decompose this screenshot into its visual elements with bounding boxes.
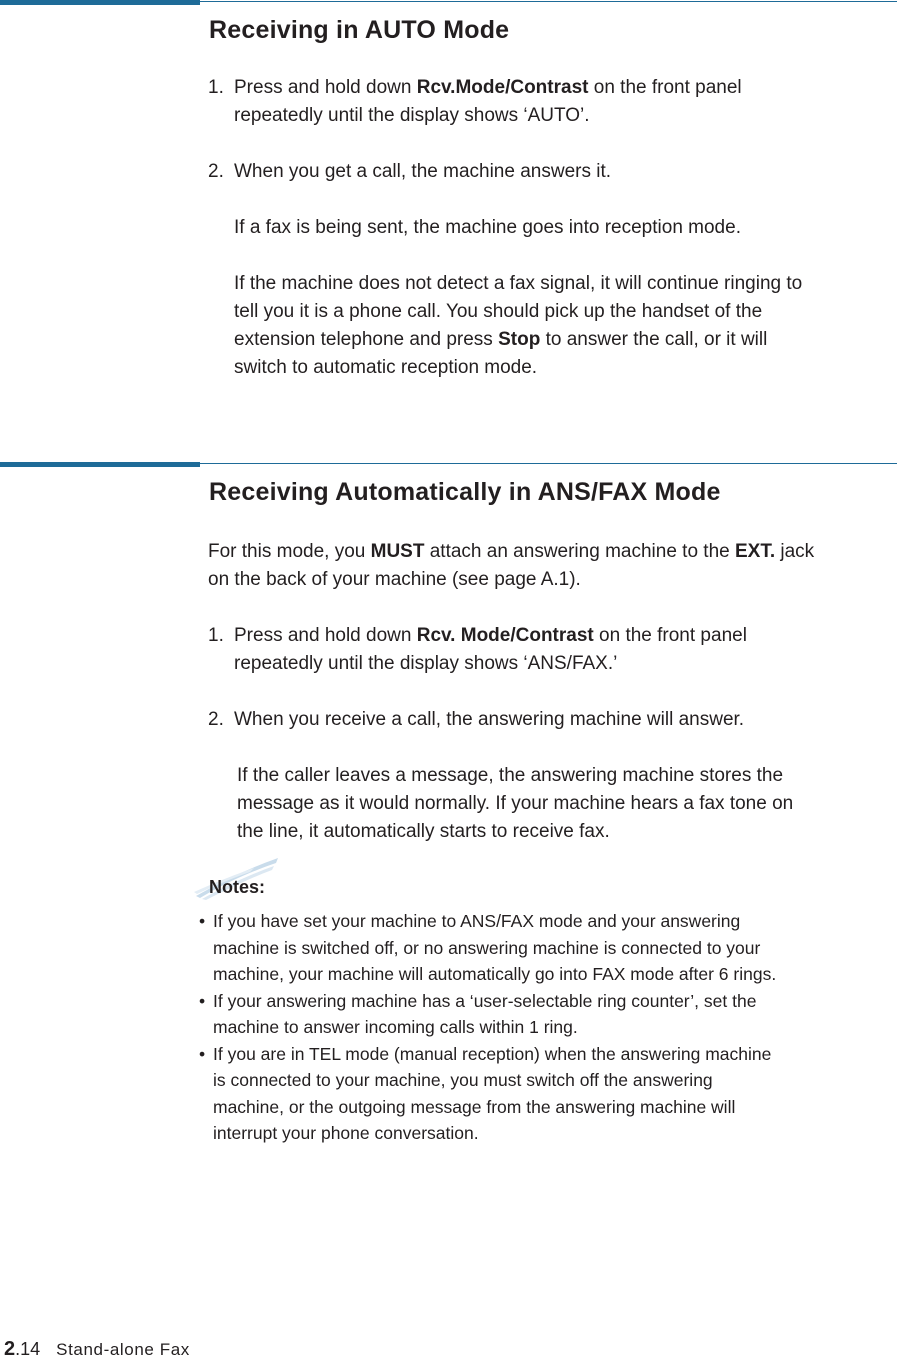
notes-title: Notes: bbox=[209, 877, 266, 897]
note-line: machine is switched off, or no answering machine is connected to your bbox=[213, 937, 761, 958]
key-name-rcv-mode-contrast: Rcv. Mode/Contrast bbox=[416, 625, 594, 646]
step-number: 2. bbox=[208, 161, 224, 182]
note-line: machine, your machine will automatically go into FAX mode after 6 rings. bbox=[213, 964, 777, 984]
ansfax-para-caller bbox=[208, 762, 893, 846]
note-line: If you are in TEL mode (manual reception) when the answering machine bbox=[213, 1043, 772, 1064]
step-text: When you receive a call, the answering machine will answer. bbox=[234, 709, 745, 730]
note-line: is connected to your machine, you must switch off the answering bbox=[213, 1070, 713, 1090]
page-chapter-number: 2 bbox=[4, 1338, 16, 1360]
note-item bbox=[199, 988, 893, 1041]
note-line: machine, or the outgoing message from the answering machine will bbox=[213, 1096, 736, 1117]
note-item bbox=[199, 1041, 893, 1147]
divider-thick-bar bbox=[0, 462, 200, 467]
step-text-pre: Press and hold down bbox=[234, 77, 417, 98]
ansfax-step-2 bbox=[208, 706, 893, 734]
para-line-post: to answer the call, or it will bbox=[540, 329, 768, 350]
auto-para-no-fax-signal bbox=[208, 270, 893, 382]
auto-step-1 bbox=[208, 74, 893, 130]
bullet-icon: • bbox=[199, 990, 206, 1011]
section-auto-body bbox=[208, 74, 893, 382]
intro-mid: attach an answering machine to the bbox=[424, 541, 735, 562]
jack-name-ext: EXT. bbox=[734, 541, 776, 562]
note-line: interrupt your phone conversation. bbox=[213, 1123, 479, 1143]
para-line: tell you it is a phone call. You should pick up the handset of the bbox=[234, 301, 763, 322]
intro-post: jack bbox=[775, 541, 815, 562]
step-text-line2: repeatedly until the display shows ‘ANS/FAX.’ bbox=[234, 653, 618, 674]
para-line-pre: extension telephone and press bbox=[234, 329, 499, 350]
step-text-line2: repeatedly until the display shows ‘AUTO’. bbox=[234, 105, 590, 126]
step-text-pre: Press and hold down bbox=[234, 625, 417, 646]
step-text bbox=[234, 74, 893, 130]
page-sub-number: .14 bbox=[15, 1339, 41, 1359]
footer-section-title: Stand-alone Fax bbox=[56, 1340, 190, 1359]
key-name-stop: Stop bbox=[498, 329, 541, 350]
notes-list bbox=[199, 908, 893, 1147]
note-text bbox=[213, 988, 893, 1041]
ansfax-intro bbox=[208, 538, 893, 594]
note-text bbox=[213, 1041, 893, 1147]
note-text bbox=[213, 908, 893, 988]
step-text: When you get a call, the machine answers it. bbox=[234, 161, 612, 182]
emphasis-must: MUST bbox=[370, 541, 425, 562]
step-text bbox=[234, 622, 893, 678]
bullet-icon: • bbox=[199, 911, 206, 931]
heading-receiving-ansfax: Receiving Automatically in ANS/FAX Mode bbox=[209, 478, 721, 506]
para-line: message as it would normally. If your machine hears a fax tone on bbox=[237, 793, 794, 814]
heading-receiving-auto: Receiving in AUTO Mode bbox=[209, 16, 510, 44]
step-text-post: on the front panel bbox=[588, 77, 742, 98]
ansfax-step-1 bbox=[208, 622, 893, 678]
step-text-post: on the front panel bbox=[593, 625, 747, 646]
note-item bbox=[199, 908, 893, 988]
note-line: machine to answer incoming calls within 1 ring. bbox=[213, 1017, 578, 1037]
step-number: 2. bbox=[208, 709, 224, 730]
divider-thin-line bbox=[200, 463, 897, 464]
intro-line2: on the back of your machine (see page A.1). bbox=[208, 569, 581, 590]
section-ansfax-body bbox=[208, 538, 893, 846]
note-line: If your answering machine has a ‘user-selectable ring counter’, set the bbox=[213, 990, 757, 1011]
divider-thin-line bbox=[200, 1, 897, 2]
divider-thick-bar bbox=[0, 0, 200, 5]
key-name-rcv-mode-contrast: Rcv.Mode/Contrast bbox=[416, 77, 589, 98]
step-number: 1. bbox=[208, 77, 224, 98]
intro-pre: For this mode, you bbox=[208, 541, 371, 562]
page-footer bbox=[4, 1338, 190, 1361]
step-number: 1. bbox=[208, 625, 224, 646]
bullet-icon: • bbox=[199, 1043, 206, 1064]
para-line: switch to automatic reception mode. bbox=[234, 357, 538, 378]
auto-step-2 bbox=[208, 158, 893, 186]
para-line: the line, it automatically starts to receive fax. bbox=[237, 821, 610, 842]
auto-para-fax-sent: If a fax is being sent, the machine goes into reception mode. bbox=[234, 217, 741, 238]
para-line: If the caller leaves a message, the answering machine stores the bbox=[237, 765, 784, 786]
para-line: If the machine does not detect a fax signal, it will continue ringing to bbox=[234, 273, 803, 294]
note-line: If you have set your machine to ANS/FAX mode and your answering bbox=[213, 911, 741, 931]
